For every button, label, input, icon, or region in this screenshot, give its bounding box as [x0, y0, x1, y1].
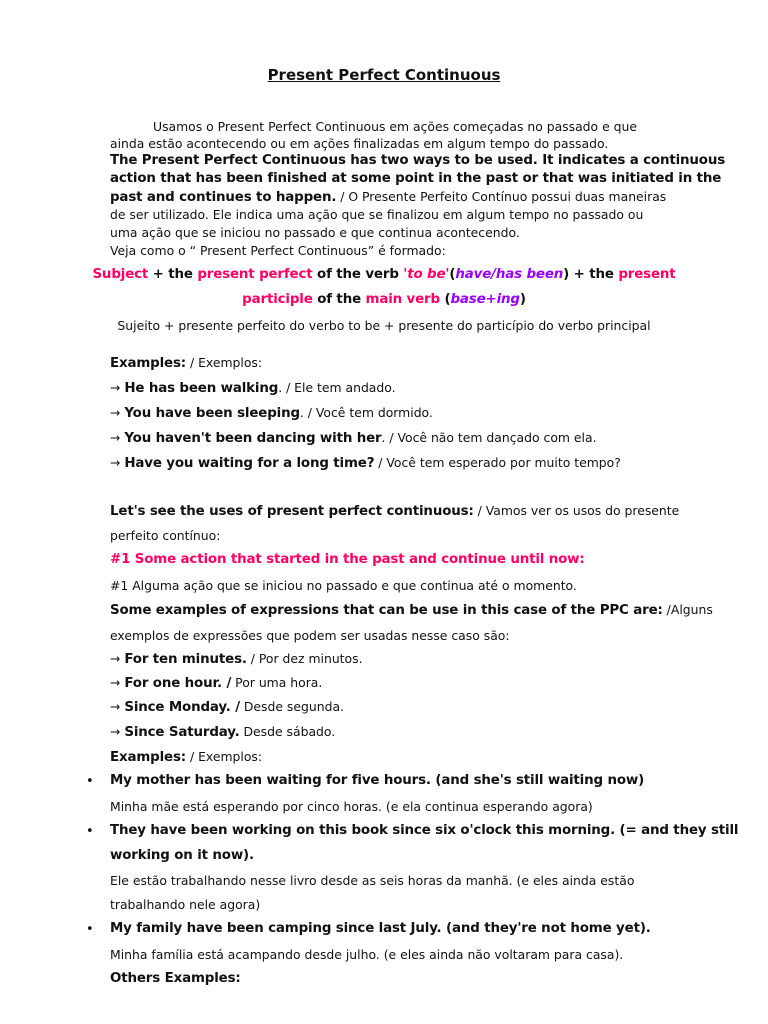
bullet-1-pt: Minha mãe está esperando por cinco horas. (e ela continua esperando agora): [110, 799, 593, 814]
formula-main-verb: main verb: [365, 292, 440, 307]
formula-pt: Sujeito + presente perfeito do verbo to be + presente do particípio do verbo principal: [117, 318, 651, 333]
uses-en: Let's see the uses of present perfect continuous:: [110, 504, 474, 519]
example-item: → You have been sleeping. / Você tem dormido.: [110, 405, 433, 421]
formula-paren-close-2: ): [519, 292, 526, 307]
intro-pt-line-2: ainda estão acontecendo ou em ações finalizadas em algum tempo do passado.: [110, 136, 609, 151]
expr-pt-1: /Alguns: [662, 602, 713, 617]
formula-paren-open: (: [449, 267, 456, 282]
examples2-label: Examples:: [110, 750, 187, 765]
expressions-heading: [110, 602, 713, 618]
formula-participle: participle: [242, 292, 313, 307]
examples-label: Examples:: [110, 356, 187, 371]
formula-to-be: 'to be': [403, 267, 450, 282]
arrow-icon: →: [110, 380, 125, 395]
bullet-icon: •: [86, 922, 94, 937]
examples-heading: [110, 355, 658, 371]
use1-heading: #1 Some action that started in the past and continue until now:: [110, 552, 585, 567]
examples2-label-pt: / Exemplos:: [186, 749, 263, 764]
expr-pt-line-2: exemplos de expressões que podem ser usadas nesse caso são:: [110, 628, 510, 643]
expression-item: → For ten minutes. / Por dez minutos.: [110, 651, 363, 667]
formula-base-ing: base+ing: [450, 292, 520, 307]
arrow-icon: →: [110, 699, 125, 714]
bullet-2-en-2: working on it now).: [110, 848, 254, 863]
formula-of-the-verb: of the verb: [312, 267, 404, 282]
formula-subject: Subject: [92, 267, 149, 282]
intro-en-line-1: The Present Perfect Continuous has two ways to be used. It indicates a continuous: [110, 153, 726, 168]
bullet-3-pt: Minha família está acampando desde julho. (e eles ainda não voltaram para casa).: [110, 947, 624, 962]
arrow-icon: →: [110, 430, 125, 445]
example-item: → Have you waiting for a long time? / Você tem esperado por muito tempo?: [110, 455, 621, 471]
expression-item: → For one hour. / Por uma hora.: [110, 675, 323, 691]
example-item: → He has been walking. / Ele tem andado.: [110, 380, 396, 396]
formula-have-has-been: have/has been: [455, 267, 564, 282]
expr-en: Some examples of expressions that can be use in this case of the PPC are:: [110, 603, 663, 618]
bullet-icon: •: [86, 774, 94, 789]
bullet-2-en-1: They have been working on this book since six o'clock this morning. (= and they still: [110, 823, 739, 838]
intro-pt-line-4: uma ação que se iniciou no passado e que continua acontecendo.: [110, 225, 520, 240]
uses-heading: [110, 503, 680, 519]
uses-pt-1: / Vamos ver os usos do presente: [473, 503, 680, 518]
example-item: → You haven't been dancing with her. / Você não tem dançado com ela.: [110, 430, 597, 446]
formula-present-perfect: present perfect: [197, 267, 313, 282]
formula-line-2: [0, 292, 768, 307]
formula-present: present: [618, 267, 676, 282]
page-title: Present Perfect Continuous: [267, 66, 501, 84]
examples-label-pt: / Exemplos:: [186, 355, 263, 370]
expression-item: → Since Saturday. Desde sábado.: [110, 724, 336, 740]
bullet-3-en: My family have been camping since last July. (and they're not home yet).: [110, 921, 651, 936]
arrow-icon: →: [110, 651, 125, 666]
examples2-heading: [110, 749, 658, 765]
formula-of-the: of the: [312, 292, 366, 307]
formula-paren-open-2: (: [439, 292, 451, 307]
others-heading: Others Examples:: [110, 971, 241, 986]
arrow-icon: →: [110, 405, 125, 420]
intro-en-line-2: action that has been finished at some point in the past or that was initiated in the: [110, 171, 722, 186]
bullet-1-en: My mother has been waiting for five hours. (and she's still waiting now): [110, 773, 645, 788]
formula-plus-the: + the: [148, 267, 198, 282]
veja-line: Veja como o “ Present Perfect Continuous” é formado:: [110, 243, 446, 258]
arrow-icon: →: [110, 675, 125, 690]
bullet-2-pt-1: Ele estão trabalhando nesse livro desde as seis horas da manhã. (e eles ainda estão: [110, 873, 635, 888]
intro-en-3-bold: past and continues to happen.: [110, 190, 337, 205]
bullet-icon: •: [86, 824, 94, 839]
intro-pt-line-3: de ser utilizado. Ele indica uma ação que se finalizou em algum tempo no passado ou: [110, 207, 644, 222]
intro-en-3-pt: / O Presente Perfeito Contínuo possui duas maneiras: [336, 189, 667, 204]
expression-item: → Since Monday. / Desde segunda.: [110, 699, 344, 715]
formula-paren-close: ) + the: [563, 267, 619, 282]
intro-pt-line-1: Usamos o Present Perfect Continuous em ações começadas no passado e que: [153, 119, 637, 134]
use1-pt: #1 Alguma ação que se iniciou no passado e que continua até o momento.: [110, 578, 577, 593]
arrow-icon: →: [110, 455, 125, 470]
uses-pt-line-2: perfeito contínuo:: [110, 528, 221, 543]
bullet-2-pt-2: trabalhando nele agora): [110, 897, 261, 912]
formula-line-1: [0, 267, 768, 282]
arrow-icon: →: [110, 724, 125, 739]
intro-en-line-3: [110, 189, 667, 205]
